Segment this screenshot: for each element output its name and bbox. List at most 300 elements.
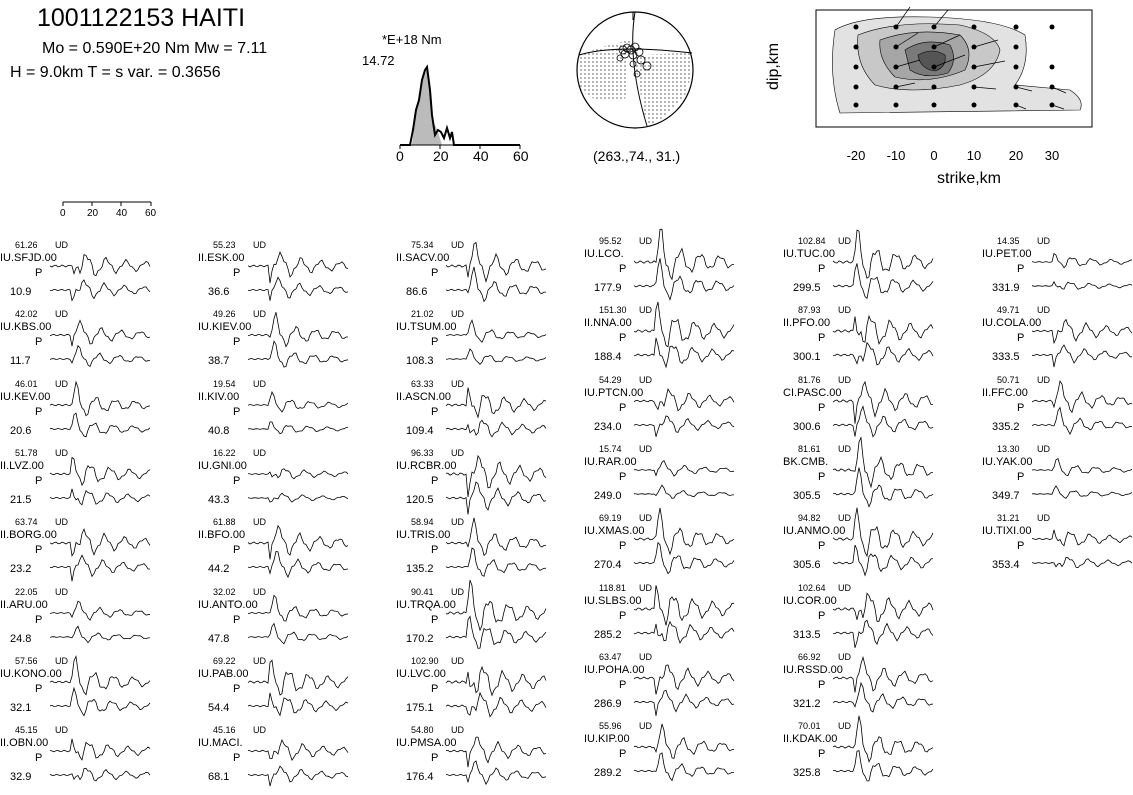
synthetic-waveform — [248, 693, 348, 716]
synthetic-waveform — [833, 683, 933, 712]
synthetic-waveform — [446, 482, 546, 515]
station-panel — [198, 379, 368, 449]
station-component: UD — [253, 655, 266, 666]
station-waveforms — [1032, 313, 1132, 373]
station-amplitude: 46.01 — [15, 378, 38, 389]
observed-waveform — [634, 460, 734, 476]
station-waveforms — [446, 456, 546, 516]
station-component: UD — [55, 309, 68, 320]
station-amplitude: 63.74 — [15, 517, 38, 528]
station-name: IU.TSUM.00 — [396, 321, 457, 334]
station-phase: P — [233, 752, 241, 765]
station-component: UD — [55, 447, 68, 458]
station-panel — [396, 448, 566, 518]
observed-waveform — [446, 387, 546, 417]
station-component: UD — [55, 517, 68, 528]
station-azimuth: 43.3 — [208, 493, 230, 506]
observed-waveform — [446, 667, 546, 695]
station-panel — [396, 240, 566, 310]
station-azimuth: 120.5 — [406, 493, 434, 506]
station-name: IU.RCBR.00 — [396, 459, 457, 472]
station-phase: P — [35, 682, 43, 695]
synthetic-waveform — [634, 485, 734, 498]
station-phase: P — [818, 678, 826, 691]
station-phase: P — [431, 336, 439, 349]
station-amplitude: 102.64 — [798, 582, 826, 593]
station-amplitude: 51.78 — [15, 447, 38, 458]
station-panel — [396, 379, 566, 449]
station-amplitude: 75.34 — [411, 240, 434, 250]
station-azimuth: 353.4 — [992, 559, 1020, 572]
synthetic-waveform — [446, 693, 546, 717]
station-azimuth: 325.8 — [793, 767, 821, 780]
station-component: UD — [639, 513, 652, 524]
station-component: UD — [253, 309, 266, 320]
observed-waveform — [248, 252, 348, 283]
station-waveforms — [833, 313, 933, 373]
stf-unit: *E+18 Nm — [382, 32, 442, 47]
observed-waveform — [248, 526, 348, 560]
station-waveforms — [634, 313, 734, 373]
station-azimuth: 321.2 — [793, 697, 821, 710]
station-waveforms — [248, 317, 348, 377]
station-component: UD — [253, 447, 266, 458]
station-name: IU.COR.00 — [783, 594, 837, 607]
station-azimuth: 333.5 — [992, 351, 1020, 364]
event-title: 1001122153 HAITI — [37, 4, 246, 32]
station-panel — [982, 444, 1133, 514]
station-name: II.FFC.00 — [982, 386, 1028, 399]
station-amplitude: 15.74 — [599, 443, 622, 454]
station-azimuth: 270.4 — [594, 559, 622, 572]
observed-waveform — [50, 457, 150, 485]
observed-waveform — [833, 593, 933, 621]
station-azimuth: 289.2 — [594, 767, 622, 780]
station-name: IU.ANMO.00 — [783, 525, 846, 538]
station-azimuth: 32.1 — [10, 701, 32, 714]
station-name: II.OBN.00 — [0, 737, 49, 750]
station-waveforms — [50, 248, 150, 308]
mechanism-label: (263.,74., 31.) — [593, 148, 681, 164]
station-component: UD — [451, 586, 464, 597]
station-panel — [982, 375, 1133, 445]
observed-waveform — [1032, 254, 1132, 268]
station-phase: P — [619, 748, 627, 761]
station-phase: P — [619, 540, 627, 553]
station-azimuth: 335.2 — [992, 420, 1020, 433]
station-phase: P — [431, 682, 439, 695]
station-azimuth: 300.6 — [793, 420, 821, 433]
station-phase: P — [619, 401, 627, 414]
station-panel — [982, 305, 1133, 375]
observed-waveform — [1032, 381, 1132, 412]
station-azimuth: 108.3 — [406, 355, 434, 368]
station-amplitude: 55.96 — [599, 721, 622, 732]
station-component: UD — [253, 725, 266, 736]
observed-waveform — [248, 740, 348, 760]
station-azimuth: 285.2 — [594, 628, 622, 641]
station-phase: P — [619, 678, 627, 691]
station-name: IU.KEV.00 — [0, 390, 51, 403]
station-name: IU.TRIS.00 — [396, 529, 451, 542]
station-component: UD — [838, 374, 851, 385]
observed-waveform — [634, 724, 734, 759]
station-component: UD — [253, 378, 266, 389]
station-component: UD — [639, 236, 652, 246]
station-phase: P — [818, 748, 826, 761]
station-amplitude: 57.56 — [15, 655, 38, 666]
station-name: IU.RSSD.00 — [783, 663, 843, 676]
synthetic-waveform — [446, 267, 546, 302]
synthetic-waveform — [446, 761, 546, 784]
station-amplitude: 102.90 — [411, 655, 439, 666]
observed-waveform — [1032, 320, 1132, 343]
station-component: UD — [838, 721, 851, 732]
station-waveforms — [833, 729, 933, 789]
station-waveforms — [50, 317, 150, 377]
station-amplitude: 66.92 — [798, 651, 821, 662]
station-phase: P — [1017, 540, 1025, 553]
synthetic-waveform — [248, 421, 348, 433]
station-azimuth: 349.7 — [992, 489, 1020, 502]
station-component: UD — [639, 305, 652, 316]
stf-xtick: 0 — [396, 148, 404, 164]
station-component: UD — [253, 240, 266, 250]
station-amplitude: 58.94 — [411, 517, 434, 528]
station-component: UD — [1037, 236, 1050, 246]
station-panel — [198, 587, 368, 657]
station-panel — [783, 444, 953, 514]
station-name: II.KIV.00 — [198, 390, 240, 403]
station-azimuth: 20.6 — [10, 424, 32, 437]
station-panel — [584, 513, 754, 583]
station-phase: P — [818, 609, 826, 622]
station-phase: P — [818, 332, 826, 345]
station-azimuth: 23.2 — [10, 563, 32, 576]
station-waveforms — [1032, 452, 1132, 512]
station-name: BK.CMB. — [783, 455, 829, 468]
stf-xtick: 60 — [513, 148, 529, 164]
station-name: IU.POHA.00 — [584, 663, 645, 676]
synthetic-waveform — [248, 493, 348, 502]
station-panel — [982, 513, 1133, 583]
station-panel — [783, 513, 953, 583]
synthetic-waveform — [50, 688, 150, 716]
synthetic-waveform — [50, 768, 150, 781]
observed-waveform — [634, 389, 734, 411]
station-phase: P — [35, 336, 43, 349]
station-waveforms — [248, 387, 348, 447]
observed-waveform — [634, 665, 734, 694]
station-azimuth: 135.2 — [406, 563, 434, 576]
station-azimuth: 11.7 — [10, 355, 31, 368]
station-amplitude: 49.71 — [997, 305, 1020, 316]
station-panel — [584, 375, 754, 445]
station-waveforms — [833, 521, 933, 581]
station-amplitude: 118.81 — [599, 582, 626, 593]
station-name: IU.LVC.00 — [396, 667, 446, 680]
slip-xtick: -10 — [886, 148, 906, 163]
observed-waveform — [248, 660, 348, 695]
slip-ytick — [800, 98, 801, 112]
station-phase: P — [1017, 401, 1025, 414]
observed-waveform — [833, 657, 933, 692]
station-component: UD — [838, 305, 851, 316]
station-amplitude: 21.02 — [411, 309, 434, 320]
time-scale-bar — [55, 196, 165, 222]
station-panel — [198, 309, 368, 379]
station-panel — [783, 375, 953, 445]
slip-ytick — [800, 81, 801, 88]
synthetic-waveform — [50, 280, 150, 301]
observed-waveform — [446, 737, 546, 767]
station-component: UD — [639, 721, 652, 732]
station-component: UD — [55, 586, 68, 597]
station-panel — [0, 725, 170, 795]
station-panel — [0, 448, 170, 518]
station-amplitude: 13.30 — [997, 443, 1020, 454]
station-amplitude: 94.82 — [798, 513, 821, 524]
station-phase: P — [619, 263, 627, 275]
station-phase: P — [233, 613, 241, 626]
station-component: UD — [838, 513, 851, 524]
station-name: IU.ANTO.00 — [198, 598, 258, 611]
station-name: IU.YAK.00 — [982, 455, 1033, 468]
synthetic-waveform — [1032, 407, 1132, 434]
station-name: IU.PAB.00 — [198, 667, 249, 680]
station-name: II.BORG.00 — [0, 529, 57, 542]
station-waveforms — [50, 525, 150, 585]
synthetic-waveform — [50, 555, 150, 581]
synthetic-waveform — [833, 545, 933, 575]
observed-waveform — [50, 739, 150, 760]
scale-tick: 0 — [60, 208, 66, 219]
station-name: IU.PMSA.00 — [396, 737, 457, 750]
station-panel — [584, 583, 754, 653]
station-panel — [783, 652, 953, 722]
station-name: II.ARU.00 — [0, 598, 48, 611]
station-name: II.SACV.00 — [396, 252, 450, 264]
station-name: II.NNA.00 — [584, 317, 632, 330]
synthetic-waveform — [446, 548, 546, 576]
synthetic-waveform — [446, 420, 546, 437]
station-name: II.KDAK.00 — [783, 733, 838, 746]
station-waveforms — [833, 452, 933, 512]
station-name: IU.XMAS.00 — [584, 525, 645, 538]
station-panel — [584, 652, 754, 722]
station-panel — [396, 656, 566, 726]
station-phase: P — [619, 470, 627, 483]
synthetic-waveform — [634, 753, 734, 781]
synthetic-waveform — [1032, 282, 1132, 290]
station-amplitude: 16.22 — [213, 447, 236, 458]
station-phase: P — [431, 474, 439, 487]
station-panel — [0, 309, 170, 379]
station-phase: P — [35, 544, 43, 557]
station-waveforms — [50, 387, 150, 447]
station-phase: P — [619, 332, 627, 345]
synthetic-waveform — [248, 766, 348, 786]
station-azimuth: 10.9 — [10, 286, 32, 298]
observed-waveform — [248, 469, 348, 479]
synthetic-waveform — [634, 415, 734, 436]
station-name: II.ESK.00 — [198, 252, 245, 264]
station-waveforms — [446, 387, 546, 447]
station-panel — [396, 517, 566, 587]
station-waveforms — [833, 383, 933, 443]
station-azimuth: 234.0 — [594, 420, 622, 433]
station-name: IU.TIXI.00 — [982, 525, 1032, 538]
station-waveforms — [50, 595, 150, 655]
synthetic-waveform — [50, 626, 150, 642]
station-waveforms — [833, 591, 933, 651]
station-name: IU.KIP.00 — [584, 733, 630, 746]
station-amplitude: 54.29 — [599, 374, 622, 385]
station-waveforms — [248, 595, 348, 655]
synthetic-waveform — [1032, 486, 1132, 499]
station-amplitude: 95.52 — [599, 236, 622, 246]
station-azimuth: 286.9 — [594, 697, 622, 710]
station-waveforms — [833, 244, 933, 304]
station-name: IU.KIEV.00 — [198, 321, 252, 334]
station-panel — [783, 583, 953, 653]
station-name: IU.COLA.00 — [982, 317, 1042, 330]
station-component: UD — [838, 236, 851, 246]
synthetic-waveform — [833, 620, 933, 648]
station-component: UD — [55, 725, 68, 736]
station-panel — [584, 305, 754, 375]
station-azimuth: 38.7 — [208, 355, 230, 368]
station-name: IU.KBS.00 — [0, 321, 52, 334]
station-waveforms — [634, 521, 734, 581]
station-amplitude: 32.02 — [213, 586, 236, 597]
station-phase: P — [233, 336, 241, 349]
slip-xtick: 20 — [1008, 148, 1024, 163]
station-name: IU.TUC.00 — [783, 248, 835, 260]
station-amplitude: 70.01 — [798, 721, 821, 732]
station-panel — [198, 448, 368, 518]
station-phase: P — [1017, 332, 1025, 345]
station-panel — [396, 725, 566, 795]
station-waveforms — [634, 591, 734, 651]
station-amplitude: 81.76 — [798, 374, 821, 385]
station-amplitude: 102.84 — [798, 236, 826, 246]
station-amplitude: 22.05 — [15, 586, 38, 597]
station-name: II.ASCN.00 — [396, 390, 452, 403]
station-component: UD — [1037, 443, 1050, 454]
station-amplitude: 63.33 — [411, 378, 434, 389]
station-azimuth: 54.4 — [208, 701, 230, 714]
synthetic-waveform — [634, 338, 734, 367]
station-panel — [783, 305, 953, 375]
station-name: IU.LCO. — [584, 248, 624, 260]
station-waveforms — [634, 729, 734, 789]
station-component: UD — [1037, 513, 1050, 524]
station-component: UD — [55, 240, 68, 250]
station-phase: P — [619, 609, 627, 622]
station-name: II.LVZ.00 — [0, 459, 44, 472]
station-amplitude: 49.26 — [213, 309, 236, 320]
station-component: UD — [639, 582, 652, 593]
station-azimuth: 177.9 — [594, 282, 622, 294]
station-panel — [0, 379, 170, 449]
station-phase: P — [431, 752, 439, 765]
station-waveforms — [634, 244, 734, 304]
station-waveforms — [446, 664, 546, 724]
station-component: UD — [838, 443, 851, 454]
station-phase: P — [35, 613, 43, 626]
station-component: UD — [451, 655, 464, 666]
observed-waveform — [446, 320, 546, 342]
synthetic-waveform — [248, 552, 348, 578]
slip-ytick — [800, 43, 801, 55]
station-phase: P — [431, 613, 439, 626]
station-azimuth: 175.1 — [406, 701, 434, 714]
station-panel — [0, 517, 170, 587]
station-phase: P — [818, 540, 826, 553]
station-name: IU.GNI.00 — [198, 459, 247, 472]
station-waveforms — [248, 248, 348, 308]
station-azimuth: 24.8 — [10, 632, 32, 645]
station-azimuth: 47.8 — [208, 632, 230, 645]
station-amplitude: 50.71 — [997, 374, 1020, 385]
synthetic-waveform — [833, 467, 933, 506]
station-amplitude: 61.88 — [213, 517, 236, 528]
station-amplitude: 87.93 — [798, 305, 821, 316]
slip-xtick: 0 — [930, 148, 938, 163]
station-azimuth: 32.9 — [10, 771, 32, 784]
station-amplitude: 69.22 — [213, 655, 236, 666]
station-name: IU.SFJD.00 — [0, 252, 57, 264]
station-panel — [584, 236, 754, 306]
station-panel — [198, 656, 368, 726]
station-name: IU.KONO.00 — [0, 667, 62, 680]
station-panel — [0, 587, 170, 657]
moment-magnitude-line: Mo = 0.590E+20 Nm Mw = 7.11 — [42, 40, 268, 57]
station-waveforms — [248, 733, 348, 793]
source-time-function — [390, 60, 535, 165]
station-component: UD — [451, 309, 464, 320]
station-waveforms — [50, 456, 150, 516]
station-component: UD — [639, 374, 652, 385]
synthetic-waveform — [1032, 345, 1132, 367]
station-amplitude: 81.61 — [798, 443, 821, 454]
station-azimuth: 36.6 — [208, 286, 230, 298]
station-azimuth: 188.4 — [594, 351, 622, 364]
station-amplitude: 42.02 — [15, 309, 38, 320]
station-panel — [0, 240, 170, 310]
station-amplitude: 96.33 — [411, 447, 434, 458]
station-phase: P — [233, 682, 241, 695]
depth-variance-line: H = 9.0km T = s var. = 0.3656 — [10, 64, 221, 81]
station-name: II.PFO.00 — [783, 317, 831, 330]
station-azimuth: 299.5 — [793, 282, 821, 294]
station-component: UD — [838, 651, 851, 662]
observed-waveform — [446, 243, 546, 282]
scale-tick: 40 — [116, 208, 128, 219]
station-amplitude: 14.35 — [997, 236, 1020, 246]
station-amplitude: 69.19 — [599, 513, 622, 524]
station-name: II.BFO.00 — [198, 529, 246, 542]
station-name: IU.PET.00 — [982, 248, 1032, 260]
synthetic-waveform — [833, 406, 933, 436]
synthetic-waveform — [50, 413, 150, 437]
focal-mechanism-beachball — [575, 0, 700, 145]
stf-xtick: 40 — [473, 148, 489, 164]
station-amplitude: 61.26 — [15, 240, 38, 250]
station-name: IU.RAR.00 — [584, 455, 637, 468]
station-waveforms — [248, 456, 348, 516]
